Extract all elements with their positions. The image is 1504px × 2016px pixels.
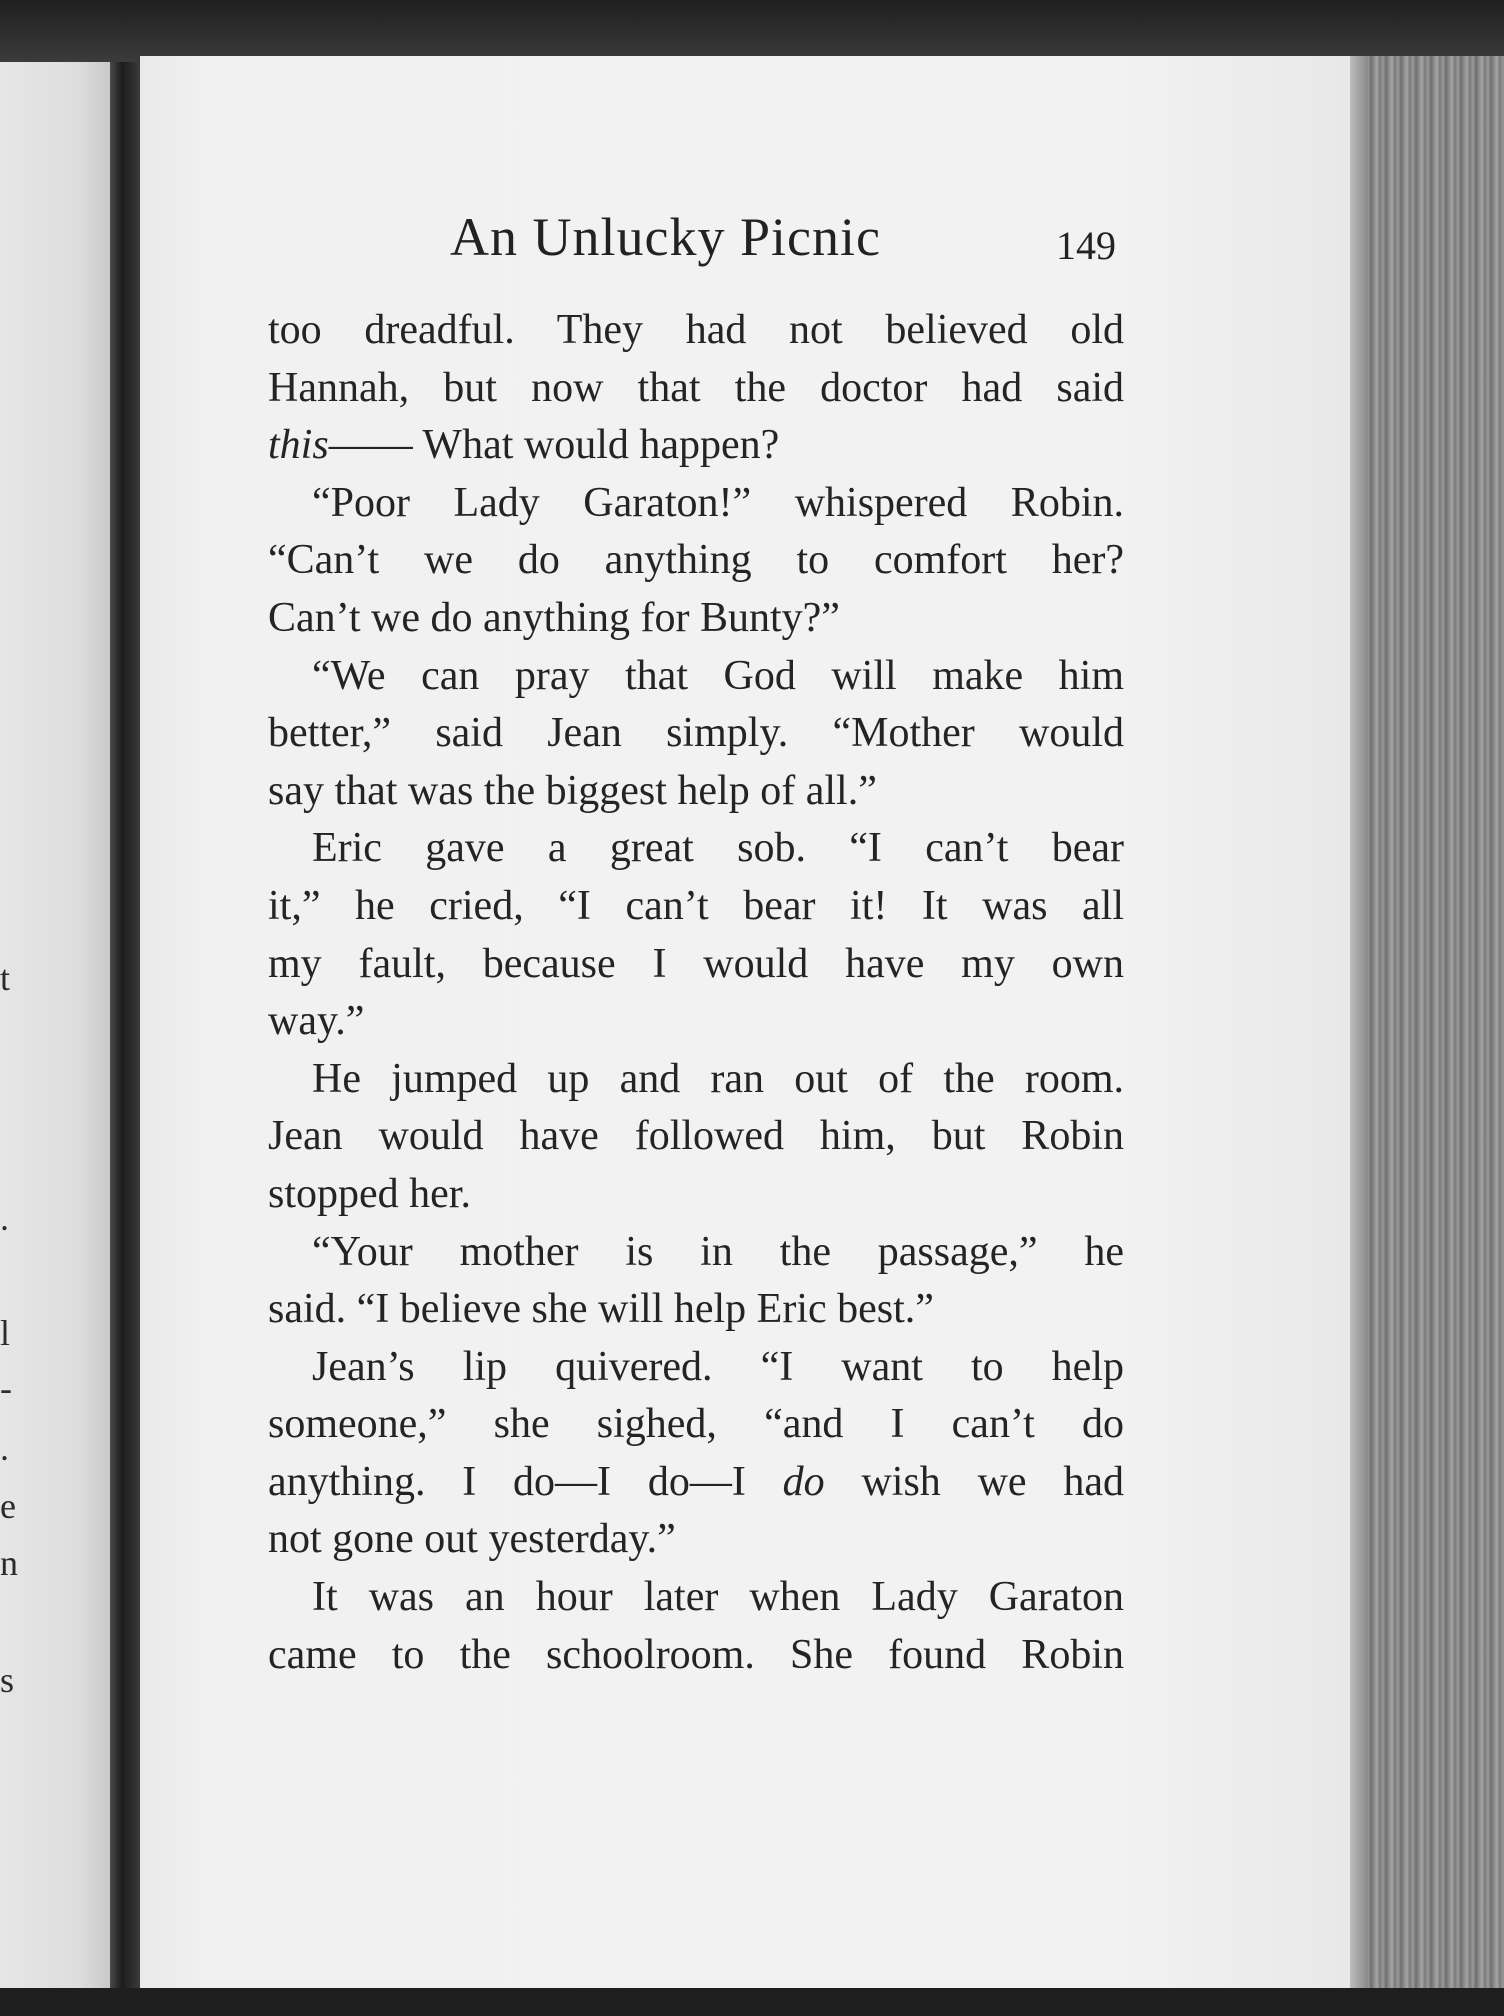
line-text: way.” [268,998,365,1045]
previous-page-letter: . [0,1198,9,1238]
line-text: “Poor Lady Garaton!” whispered Robin. [312,479,1124,526]
line-text: anything. I do—I do—I [268,1458,783,1505]
line-text: Can’t we do anything for Bunty?” [268,594,840,641]
line-text: better,” said Jean simply. “Mother would [268,710,1124,757]
page-fore-edge [1350,56,1504,1992]
line-text: came to the schoolroom. She found Robin [268,1631,1124,1678]
bottom-shadow [0,1988,1504,2016]
text-line [268,360,1124,418]
body-text [268,302,1124,1684]
text-line [268,417,1124,475]
text-line [268,878,1124,936]
text-line [268,1396,1124,1454]
text-line [268,705,1124,763]
line-text: Jean’s lip quivered. “I want to help [312,1343,1124,1390]
italic-text: this [268,422,329,469]
line-text: said. “I believe she will help Eric best.” [268,1286,934,1333]
italic-text: do [782,1458,825,1505]
text-line [268,936,1124,994]
line-text: not gone out yesterday.” [268,1516,676,1563]
text-line [268,475,1124,533]
text-line [268,648,1124,706]
text-line [268,763,1124,821]
line-text: “We can pray that God will make him [312,652,1124,699]
text-line [268,590,1124,648]
text-line [268,1627,1124,1685]
text-line [268,1511,1124,1569]
text-line [268,820,1124,878]
line-text: too dreadful. They had not believed old [268,307,1124,353]
line-text: Jean would have followed him, but Robin [268,1113,1124,1160]
text-line [268,1569,1124,1627]
text-line [268,302,1124,360]
line-text: Eric gave a great sob. “I can’t bear [312,825,1124,872]
running-head: An Unlucky Picnic [450,207,881,267]
line-text: wish we had [824,1458,1124,1505]
page-number: 149 [1056,223,1116,268]
page-fore-edge-highlight [1350,56,1368,1992]
line-text: say that was the biggest help of all.” [268,767,877,814]
line-text: —— What would happen? [328,422,780,469]
top-shadow [0,0,1504,62]
previous-page-edge [0,62,110,1988]
previous-page-letter: . [0,1428,9,1468]
line-text: It was an hour later when Lady Garaton [312,1574,1124,1621]
line-text: Hannah, but now that the doctor had said [268,364,1124,411]
previous-page-letter: s [0,1660,15,1700]
text-line [268,1224,1124,1282]
previous-page-letter: e [0,1486,16,1526]
line-text: He jumped up and ran out of the room. [312,1055,1124,1102]
text-line [268,1051,1124,1109]
book-gutter [110,62,140,1988]
text-line [268,1108,1124,1166]
previous-page-letter: l [0,1313,11,1353]
text-line [268,1339,1124,1397]
text-line [268,1454,1124,1512]
line-text: “Can’t we do anything to comfort her? [268,537,1124,584]
previous-page-letter: n [0,1543,18,1583]
previous-page-letter: t [0,958,11,998]
line-text: someone,” she sighed, “and I can’t do [268,1401,1124,1448]
line-text: my fault, because I would have my own [268,940,1124,987]
line-text: stopped her. [268,1170,471,1217]
previous-page-letter: - [0,1368,12,1408]
text-line [268,532,1124,590]
line-text: “Your mother is in the passage,” he [312,1228,1124,1275]
text-line [268,1281,1124,1339]
text-line [268,1166,1124,1224]
text-line [268,993,1124,1051]
line-text: it,” he cried, “I can’t bear it! It was all [268,882,1124,929]
